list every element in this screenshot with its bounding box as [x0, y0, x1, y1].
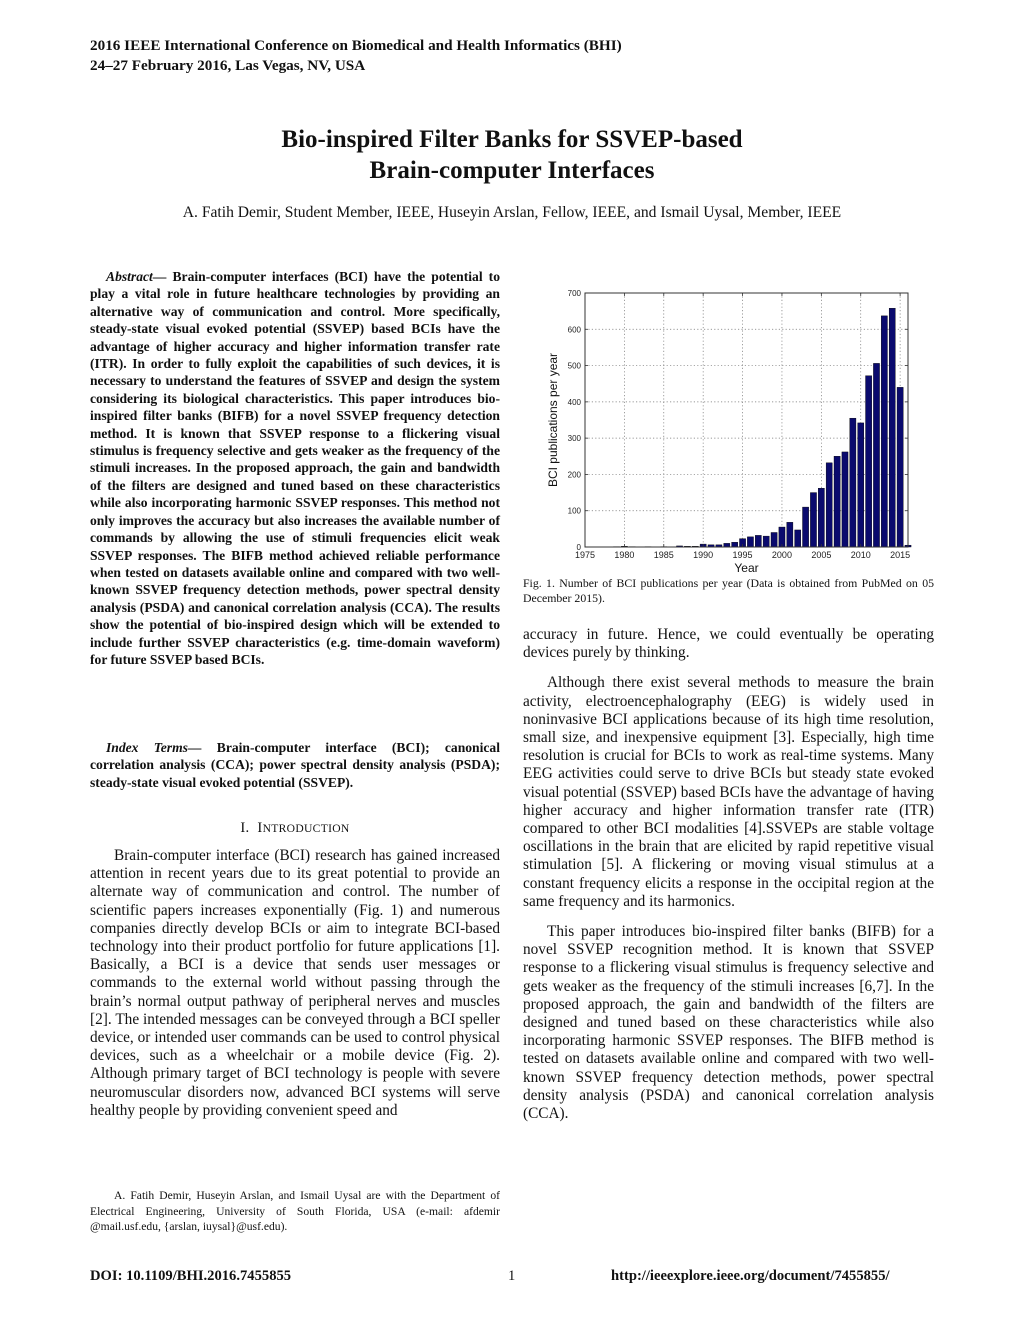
- index-terms-text: Brain-computer interface (BCI); canonical correlation analysis (CCA); power spectral density analysis (PSDA); steady-state visual evoked potential (SSVEP).: [90, 740, 500, 790]
- paper-title-line2: Brain-computer Interfaces: [369, 157, 655, 184]
- y-tick-label: 700: [567, 289, 581, 298]
- author-affiliation-footnote: A. Fatih Demir, Huseyin Arslan, and Ismail Uysal are with the Department of Electrical Engineering, University of South Florida, USA (e-mail: afdemir @mail.usf.edu, {arslan, iuysal}@usf.edu).: [90, 1189, 500, 1233]
- intro-paragraph-2: Although there exist several methods to measure the brain activity, electroencephalography (EEG) is widely used in noninvasive BCI applications because of its high time resolution, small size, and inexpensive equipment [3]. Especially, high time resolution is crucial for BCIs to work as real-time systems. Many EEG activities could serve to drive BCIs but steady state evoked visual potential (SSVEP) based BCIs have the advantage of having higher accuracy and higher information transfer rate (ITR) compared to other BCI modalities [4].SSVEPs are stable voltage oscillations in the brain that are elicited by rapid repetitive visual stimulation [5]. A flickering or moving visual stimulus at a constant frequency elicits a response in the occipital region at the same frequency and its harmonics.: [523, 674, 934, 910]
- x-tick-label: 2010: [850, 550, 871, 560]
- index-terms-label: Index Terms—: [106, 740, 202, 755]
- footer-url: http://ieeexplore.ieee.org/document/7455855/: [611, 1268, 890, 1284]
- y-tick-label: 600: [567, 325, 581, 335]
- bar-1998: [763, 536, 769, 547]
- y-tick-label: 300: [567, 434, 581, 444]
- bar-2006: [826, 463, 832, 547]
- intro-paragraph-3: This paper introduces bio-inspired filter banks (BIFB) for a novel SSVEP recognition method. It is known that SSVEP response to a flickering visual stimulus is frequency selective and gets weaker as the frequency of the stimuli increases [6,7]. In the proposed approach, the gain and bandwidth of the filters are designed and tuned based on these characteristics while also incorporating harmonic SSVEP responses. The BIFB method is tested on datasets available online and compared with two well-known SSVEP frequency detection methods, power spectral density analysis (PSDA) and canonical correlation analysis (CCA).: [523, 923, 934, 1123]
- x-tick-label: 1995: [732, 550, 753, 560]
- paper-authors: A. Fatih Demir, Student Member, IEEE, Huseyin Arslan, Fellow, IEEE, and Ismail Uysal, Member, IEEE: [182, 204, 842, 221]
- figure-1-chart: [540, 282, 920, 577]
- intro-continuation: accuracy in future. Hence, we could eventually be operating devices purely by thinking.: [523, 626, 934, 662]
- bar-2001: [787, 522, 793, 547]
- bar-1999: [771, 532, 777, 547]
- bar-1997: [755, 535, 761, 547]
- paper-title: [0, 124, 1024, 186]
- bar-1994: [732, 542, 738, 547]
- x-tick-label: 1985: [653, 550, 674, 560]
- paper-title-line1: Bio-inspired Filter Banks for SSVEP-based: [281, 126, 743, 153]
- x-tick-label: 1980: [614, 550, 635, 560]
- bar-chart-bci-publications: [540, 282, 920, 577]
- figure-1-caption: Fig. 1. Number of BCI publications per year (Data is obtained from PubMed on 05 December 2015).: [523, 576, 934, 606]
- bar-2009: [850, 418, 856, 547]
- bar-2008: [842, 452, 848, 547]
- x-axis-label: Year: [734, 561, 759, 575]
- index-terms: [90, 739, 500, 791]
- y-tick-label: 100: [567, 506, 581, 516]
- bar-2013: [881, 316, 887, 547]
- y-tick-label: 400: [567, 397, 581, 407]
- bar-2010: [858, 423, 864, 547]
- y-tick-label: 200: [567, 470, 581, 480]
- bar-2007: [834, 456, 840, 547]
- abstract-label: Abstract—: [106, 269, 167, 284]
- x-tick-label: 1990: [693, 550, 714, 560]
- bar-2014: [889, 308, 895, 547]
- x-tick-label: 2005: [811, 550, 832, 560]
- y-axis-label: BCI publications per year: [546, 352, 560, 488]
- conference-date-location: 24–27 February 2016, Las Vegas, NV, USA: [90, 57, 366, 74]
- section-title-rest: NTRODUCTION: [262, 822, 350, 835]
- right-column-text: [523, 626, 934, 1135]
- bar-1993: [724, 543, 730, 547]
- bar-2011: [866, 376, 872, 547]
- bar-2012: [873, 363, 879, 547]
- abstract: [90, 268, 500, 668]
- bar-2003: [803, 507, 809, 547]
- conference-name: 2016 IEEE International Conference on Biomedical and Health Informatics (BHI): [90, 37, 622, 54]
- bar-2015: [897, 387, 903, 547]
- section-number: I.: [240, 820, 250, 836]
- y-tick-label: 500: [567, 361, 581, 371]
- abstract-text: Brain-computer interfaces (BCI) have the potential to play a vital role in future healthcare technologies by providing an alternative way of communication and control. More specifically, steady-state visual evoked potential (SSVEP) based BCIs have the advantage of higher accuracy and higher information transfer rate (ITR). In order to fully exploit the capabilities of such devices, it is necessary to understand the features of SSVEP and design the system considering its biological characteristics. This paper introduces bio-inspired filter banks (BIFB) for a novel SSVEP frequency detection method. It is known that SSVEP response to a flickering visual stimulus is frequency selective and gets weaker as the frequency of the stimuli increases. In the proposed approach, the gain and bandwidth of the filters are designed and tuned based on these characteristics while also incorporating harmonic SSVEP responses. This method not only improves the accuracy but also increases the available number of commands by allowing the use of stimuli frequencies elicit weak SSVEP responses. The BIFB method achieved reliable performance when tested on datasets available online and compared with two well-known SSVEP frequency detection methods, power spectral density analysis (PSDA) and canonical correlation analysis (CCA). The results show the potential of bio-inspired design which will be extended to include further SSVEP characteristics (e.g. time-domain waveform) for future SSVEP based BCIs.: [90, 269, 500, 667]
- bar-2004: [810, 493, 816, 547]
- y-tick-label: 0: [576, 543, 581, 552]
- section-heading-introduction: [90, 820, 500, 837]
- x-tick-label: 2015: [890, 550, 911, 560]
- intro-paragraph-1: Brain-computer interface (BCI) research has gained increased attention in recent years due to its great potential to provide an alternate way of communication and control. The number of scientific papers increases exponentially (Fig. 1) and numerous companies directly develop BCIs or aim to integrate BCI-based technology into their product portfolio for future applications [1]. Basically, a BCI is a device that sends user messages or commands to the external world without passing through the brain’s normal output pathway of peripheral nerves and muscles [2]. The intended messages can be conveyed through a BCI speller device, or intended user commands can be used to control physical devices, such as a wheelchair or a mobile device (Fig. 2). Although primary target of BCI technology is people with severe neuromuscular disorders now, advanced BCI systems will serve healthy people by providing convenient speed and: [90, 847, 500, 1119]
- footer-doi: DOI: 10.1109/BHI.2016.7455855: [90, 1268, 292, 1284]
- bar-2005: [818, 488, 824, 547]
- footer-page-number: 1: [508, 1268, 516, 1284]
- bar-1996: [747, 537, 753, 547]
- section-title-initial: I: [257, 820, 263, 836]
- x-tick-label: 1975: [574, 550, 596, 560]
- x-tick-label: 2000: [771, 550, 792, 560]
- bar-2002: [795, 530, 801, 547]
- conference-header: [90, 36, 622, 76]
